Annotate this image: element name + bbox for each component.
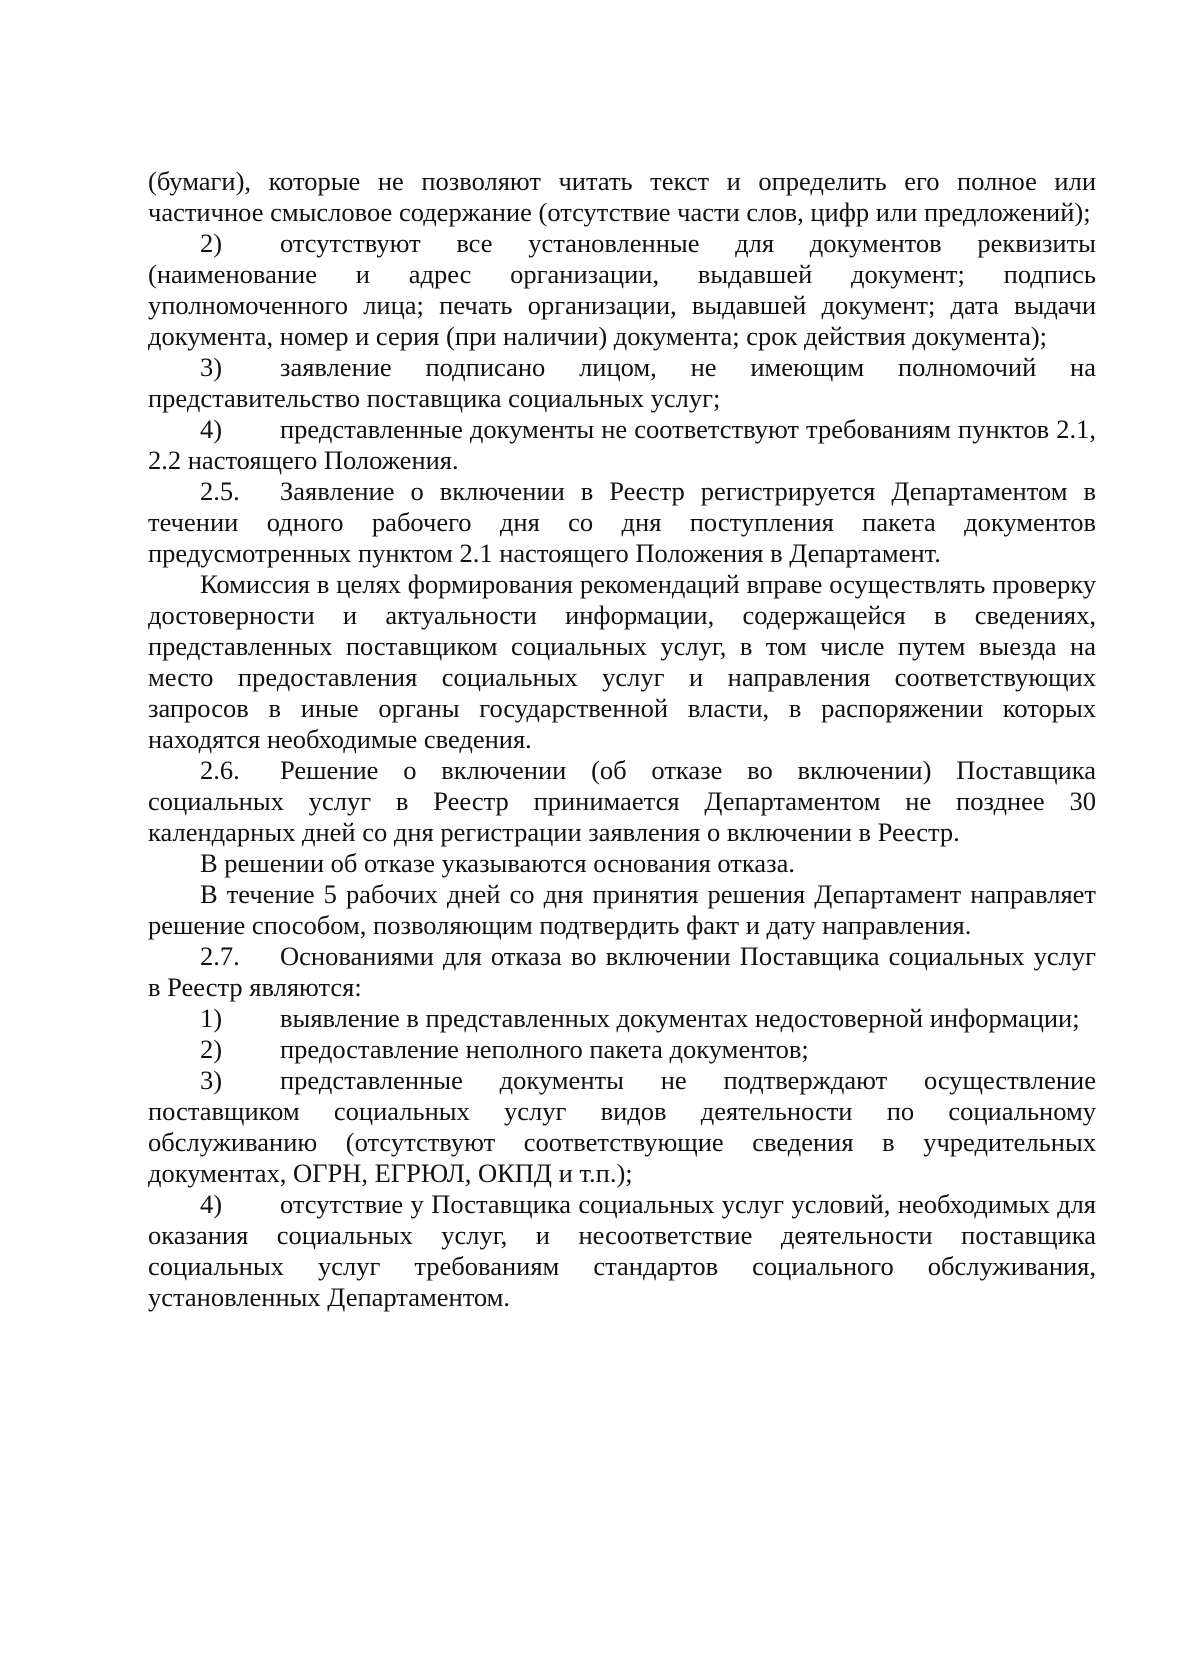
list-item-3-unauthorized-signature bbox=[148, 352, 1096, 414]
item-number: 2) bbox=[200, 1034, 223, 1064]
paragraph-text: Решение о включении (об отказе во включении) Поставщика социальных услуг в Реестр принимается Департаментом не позднее 30 календарных дней со дня регистрации заявления о включении в Реестр. bbox=[148, 755, 1096, 847]
item-number: 3) bbox=[200, 352, 223, 382]
list-item-2-incomplete-package bbox=[148, 1034, 1096, 1065]
item-number: 1) bbox=[200, 1003, 223, 1033]
clause-number: 2.5. bbox=[200, 476, 240, 506]
paragraph-text: предоставление неполного пакета документов; bbox=[280, 1034, 809, 1064]
paragraph-text: заявление подписано лицом, не имеющим полномочий на представительство поставщика социальных услуг; bbox=[148, 352, 1096, 413]
paragraph-text: отсутствие у Поставщика социальных услуг условий, необходимых для оказания социальных услуг, и несоответствие деятельности поставщика социальных услуг требованиям стандартов социального обслуживания, установленных Департаментом. bbox=[148, 1189, 1096, 1312]
paragraph-text: В течение 5 рабочих дней со дня принятия решения Департамент направляет решение способом, позволяющим подтвердить факт и дату направления. bbox=[148, 879, 1096, 940]
paragraph-text: отсутствуют все установленные для документов реквизиты (наименование и адрес организации, выдавшей документ; подпись уполномоченного лица; печать организации, выдавшей документ; дата выдачи документа, номер и серия (при наличии) документа; срок действия документа); bbox=[148, 228, 1096, 351]
paragraph-text: представленные документы не соответствуют требованиям пунктов 2.1, 2.2 настоящего Положения. bbox=[148, 414, 1096, 475]
list-item-3-activity-not-confirmed bbox=[148, 1065, 1096, 1189]
item-number: 3) bbox=[200, 1065, 223, 1095]
paragraph-commission bbox=[148, 569, 1096, 755]
document-page bbox=[148, 166, 1096, 1313]
clause-number: 2.7. bbox=[200, 941, 240, 971]
list-item-4-noncompliant-documents bbox=[148, 414, 1096, 476]
list-item-1-unreliable-info bbox=[148, 1003, 1096, 1034]
clause-2-5 bbox=[148, 476, 1096, 569]
paragraph-text: В решении об отказе указываются основания отказа. bbox=[200, 848, 795, 878]
paragraph-text: Основаниями для отказа во включении Поставщика социальных услуг в Реестр являются: bbox=[148, 941, 1096, 1002]
item-number: 2) bbox=[200, 228, 223, 258]
paragraph-refusal-grounds bbox=[148, 848, 1096, 879]
paragraph-text: Комиссия в целях формирования рекомендаций вправе осуществлять проверку достоверности и актуальности информации, содержащейся в сведениях, представленных поставщиком социальных услуг, в том числе путем выезда на место предоставления социальных услуг и направления соответствующих запросов в иные органы государственной власти, в распоряжении которых находятся необходимые сведения. bbox=[148, 569, 1096, 754]
item-number: 4) bbox=[200, 1189, 223, 1219]
list-item-2-missing-requisites bbox=[148, 228, 1096, 352]
clause-2-6 bbox=[148, 755, 1096, 848]
clause-2-7 bbox=[148, 941, 1096, 1003]
paragraph-notification bbox=[148, 879, 1096, 941]
paragraph-text: выявление в представленных документах недостоверной информации; bbox=[280, 1003, 1080, 1033]
paragraph-text: представленные документы не подтверждают осуществление поставщиком социальных услуг видов деятельности по социальному обслуживанию (отсутствуют соответствующие сведения в учредительных документах, ОГРН, ЕГРЮЛ, ОКПД и т.п.); bbox=[148, 1065, 1096, 1188]
paragraph-continuation bbox=[148, 166, 1096, 228]
paragraph-text: (бумаги), которые не позволяют читать текст и определить его полное или частичное смысловое содержание (отсутствие части слов, цифр или предложений); bbox=[148, 166, 1096, 227]
list-item-4-missing-conditions bbox=[148, 1189, 1096, 1313]
paragraph-text: Заявление о включении в Реестр регистрируется Департаментом в течении одного рабочего дня со дня поступления пакета документов предусмотренных пунктом 2.1 настоящего Положения в Департамент. bbox=[148, 476, 1096, 568]
item-number: 4) bbox=[200, 414, 223, 444]
clause-number: 2.6. bbox=[200, 755, 240, 785]
